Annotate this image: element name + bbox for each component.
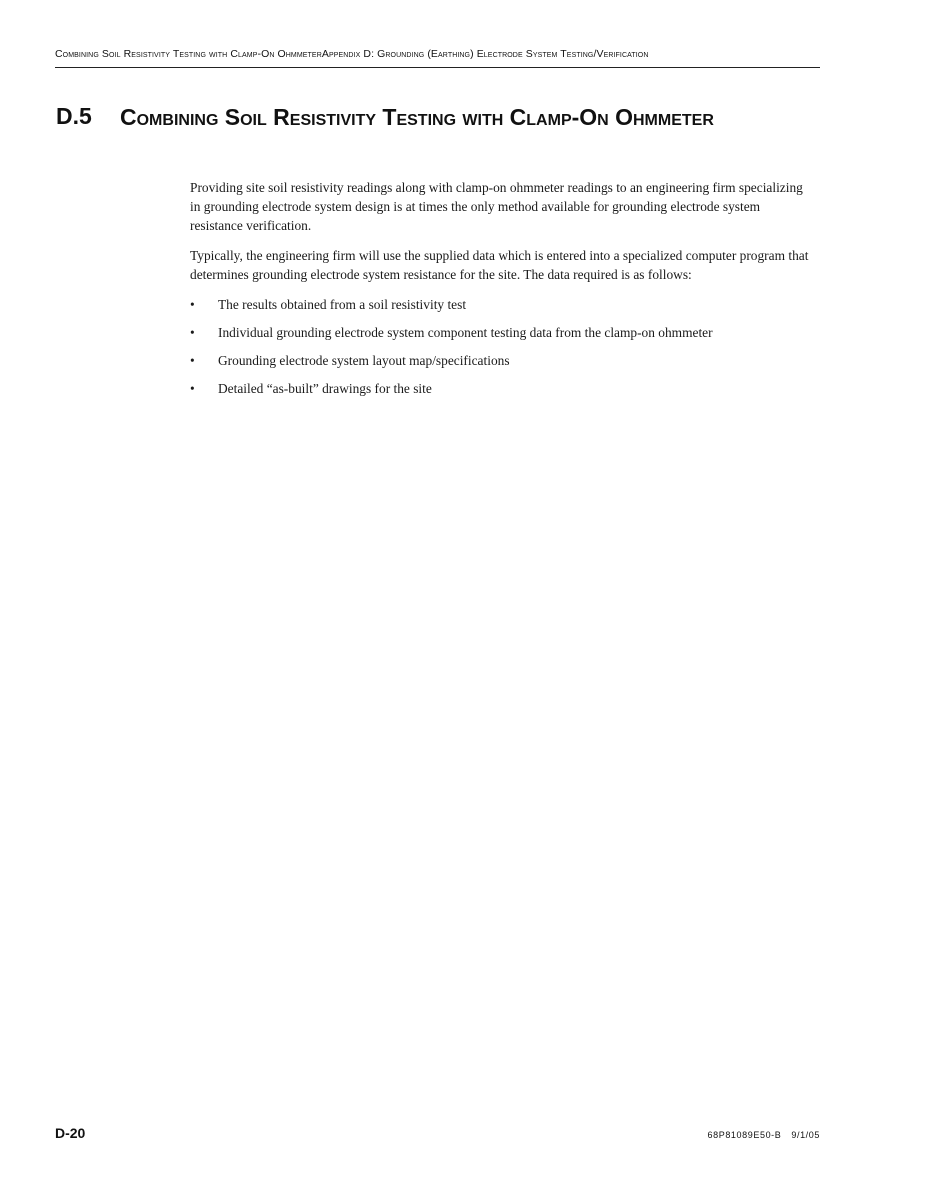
paragraph: Providing site soil resistivity readings along with clamp-on ohmmeter readings to an engineering firm specializing in grounding electrode system design is at times the only method available for grounding electrode system resistance verification. [190,180,803,233]
section-title: Combining Soil Resistivity Testing with Clamp-On Ohmmeter [120,104,714,130]
list-item-text: Grounding electrode system layout map/specifications [218,353,510,368]
list-item [190,379,815,398]
bullet-icon: • [190,381,195,396]
list-item-text: The results obtained from a soil resistivity test [218,297,467,312]
section-body [190,178,815,407]
list-item-text: Detailed “as-built” drawings for the site [218,381,432,396]
document-date: 9/1/05 [791,1130,820,1140]
page-number: D-20 [55,1125,86,1141]
requirements-list [190,295,815,398]
bullet-icon: • [190,325,195,340]
document-number: 68P81089E50-B [707,1130,782,1140]
running-header: Combining Soil Resistivity Testing with Clamp-On OhmmeterAppendix D: Grounding (Earthing) Electrode System Testing/Verification [55,48,649,60]
header-divider [55,67,820,68]
list-item [190,351,815,370]
document-id [708,1130,820,1140]
section-number: D.5 [56,103,92,129]
list-item-text: Individual grounding electrode system component testing data from the clamp-on ohmmeter [218,325,713,340]
list-item [190,295,815,314]
list-item [190,323,815,342]
paragraph: Typically, the engineering firm will use the supplied data which is entered into a specialized computer program that determines grounding electrode system resistance for the site. The data required is as follows: [190,248,809,282]
bullet-icon: • [190,353,195,368]
bullet-icon: • [190,297,195,312]
